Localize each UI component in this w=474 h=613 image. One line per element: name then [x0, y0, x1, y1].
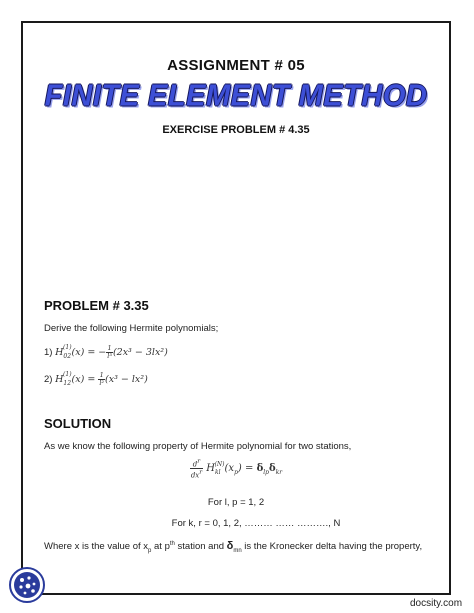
docsity-logo-icon[interactable]: [8, 566, 46, 604]
condition-l-p: For l, p = 1, 2: [207, 497, 265, 508]
equation-2-label: 2): [44, 374, 53, 385]
solution-heading: SOLUTION: [44, 416, 112, 431]
condition-k-r: For k, r = 0, 1, 2, ……… …… ………., N: [171, 518, 341, 529]
solution-intro: As we know the following property of Hermite polynomial for two stations,: [44, 441, 352, 452]
delta-symbol: δ: [226, 540, 234, 552]
exercise-subtitle: EXERCISE PROBLEM # 4.35: [162, 124, 310, 136]
problem-heading: PROBLEM # 3.35: [44, 298, 149, 313]
equation-1-label: 1): [44, 347, 53, 358]
equation-2-formula: $H_{12}^{(1)}(x)$ = $\frac{1}{\text{l²}}$ (x³ − lx²): [55, 371, 148, 387]
problem-statement: Derive the following Hermite polynomials;: [44, 323, 219, 334]
equation-1-formula: $H_{02}^{(1)}(x)$ = − $\frac{1}{\text{l³}}$ (2x³ − 3lx²): [55, 344, 168, 360]
where-statement: Where x is the value of $x_p$ at $p^{th}$ station and $\delta_{mn}$ is the Kronecker delta having the property,: [44, 540, 423, 554]
docsity-watermark[interactable]: docsity.com: [410, 598, 463, 609]
document-title: FINITE ELEMENT METHOD: [44, 79, 428, 113]
hermite-property-formula: $\frac{d^r}{dx^r}$ $H_{kl}^{(N)}(x_p) = \delta_{lp}\delta_{kr}$: [190, 458, 283, 480]
equation-2: [44, 371, 148, 387]
equation-1: [44, 344, 168, 360]
assignment-title: ASSIGNMENT # 05: [167, 57, 305, 74]
